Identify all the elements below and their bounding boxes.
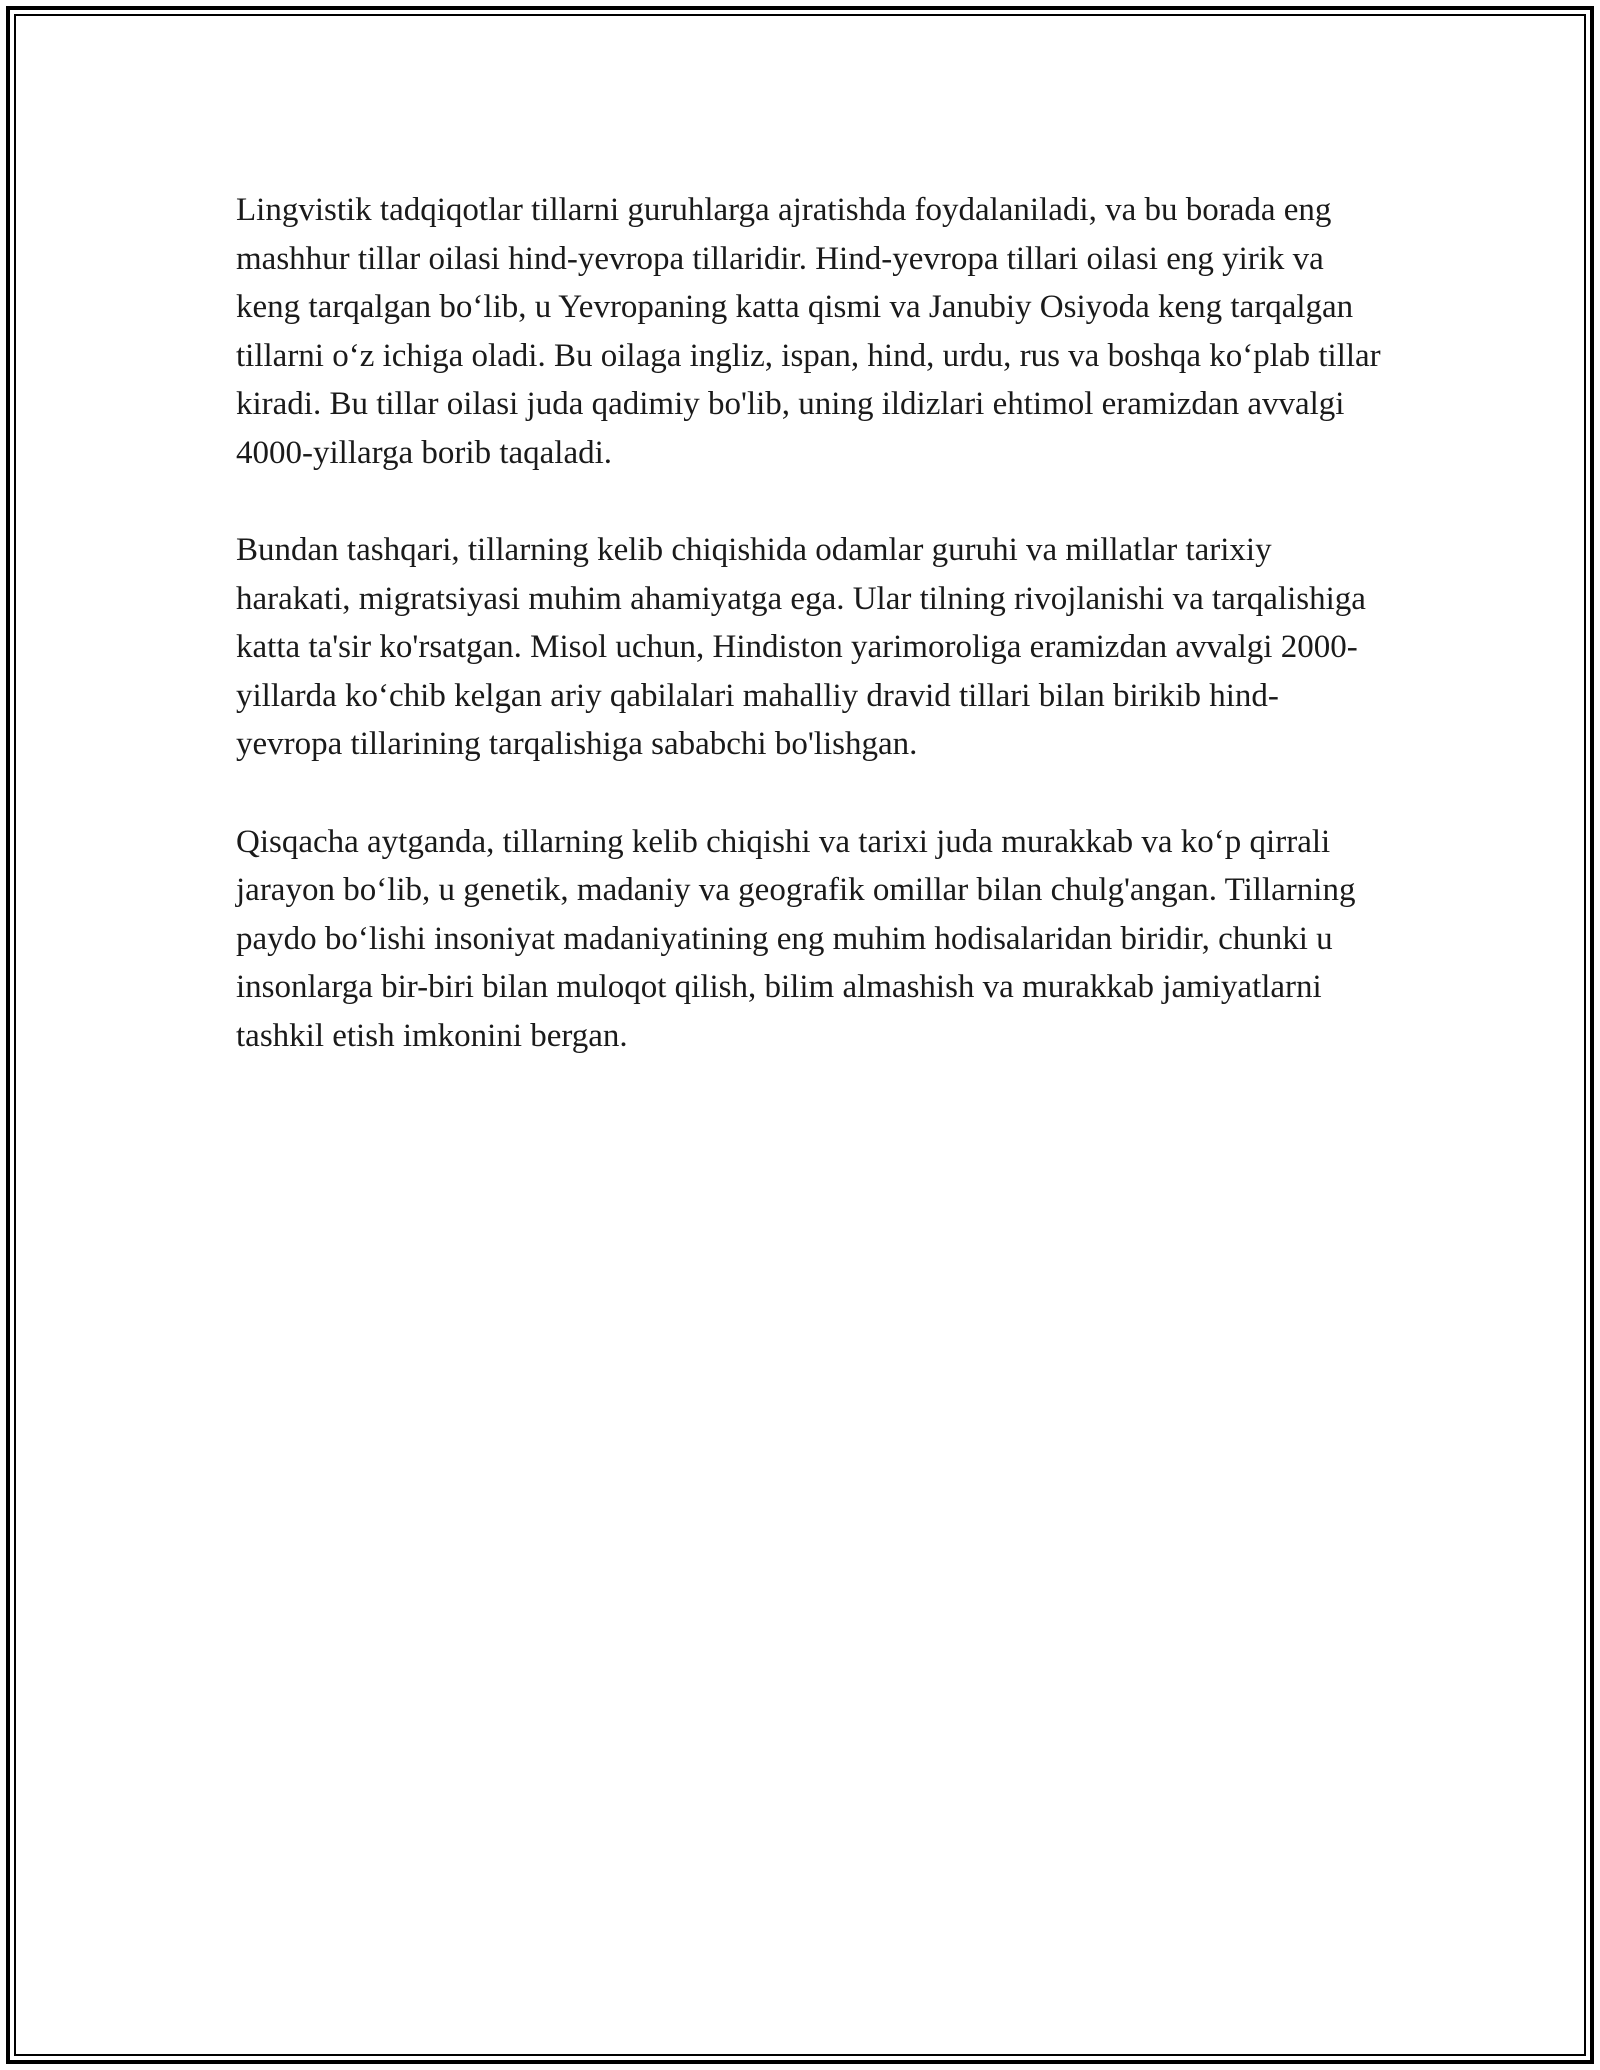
paragraph-3: Qisqacha aytganda, tillarning kelib chiqishi va tarixi juda murakkab va ko‘p qirrali jarayon bo‘lib, u genetik, madaniy va geografik omillar bilan chulg'angan. Tillarning paydo bo‘lishi insoniyat madaniyatining eng muhim hodisalaridan biridir, chunki u insonlarga bir-biri bilan muloqot qilish, bilim almashish va murakkab jamiyatlarni tashkil etish imkonini bergan. bbox=[236, 823, 1356, 1054]
paragraph-1: Lingvistik tadqiqotlar tillarni guruhlarga ajratishda foydalaniladi, va bu borada eng mashhur tillar oilasi hind-yevropa tillaridir. Hind-yevropa tillari oilasi eng yirik va keng tarqalgan bo‘lib, u Yevropaning katta qismi va Janubiy Osiyoda keng tarqalgan tillarni o‘z ichiga oladi. Bu oilaga ingliz, ispan, hind, urdu, rus va boshqa ko‘plab tillar kiradi. Bu tillar oilasi juda qadimiy bo'lib, uning ildizlari ehtimol eramizdan avvalgi 4000-yillarga borib taqaladi. bbox=[236, 192, 1381, 471]
document-body bbox=[236, 186, 1381, 1109]
paragraph-2: Bundan tashqari, tillarning kelib chiqishida odamlar guruhi va millatlar tarixiy harakati, migratsiyasi muhim ahamiyatga ega. Ular tilning rivojlanishi va tarqalishiga katta ta'sir ko'rsatgan. Misol uchun, Hindiston yarimoroliga eramizdan avvalgi 2000-yillarda ko‘chib kelgan ariy qabilalari mahalliy dravid tillari bilan birikib hind-yevropa tillarining tarqalishiga sababchi bo'lishgan. bbox=[236, 532, 1366, 762]
